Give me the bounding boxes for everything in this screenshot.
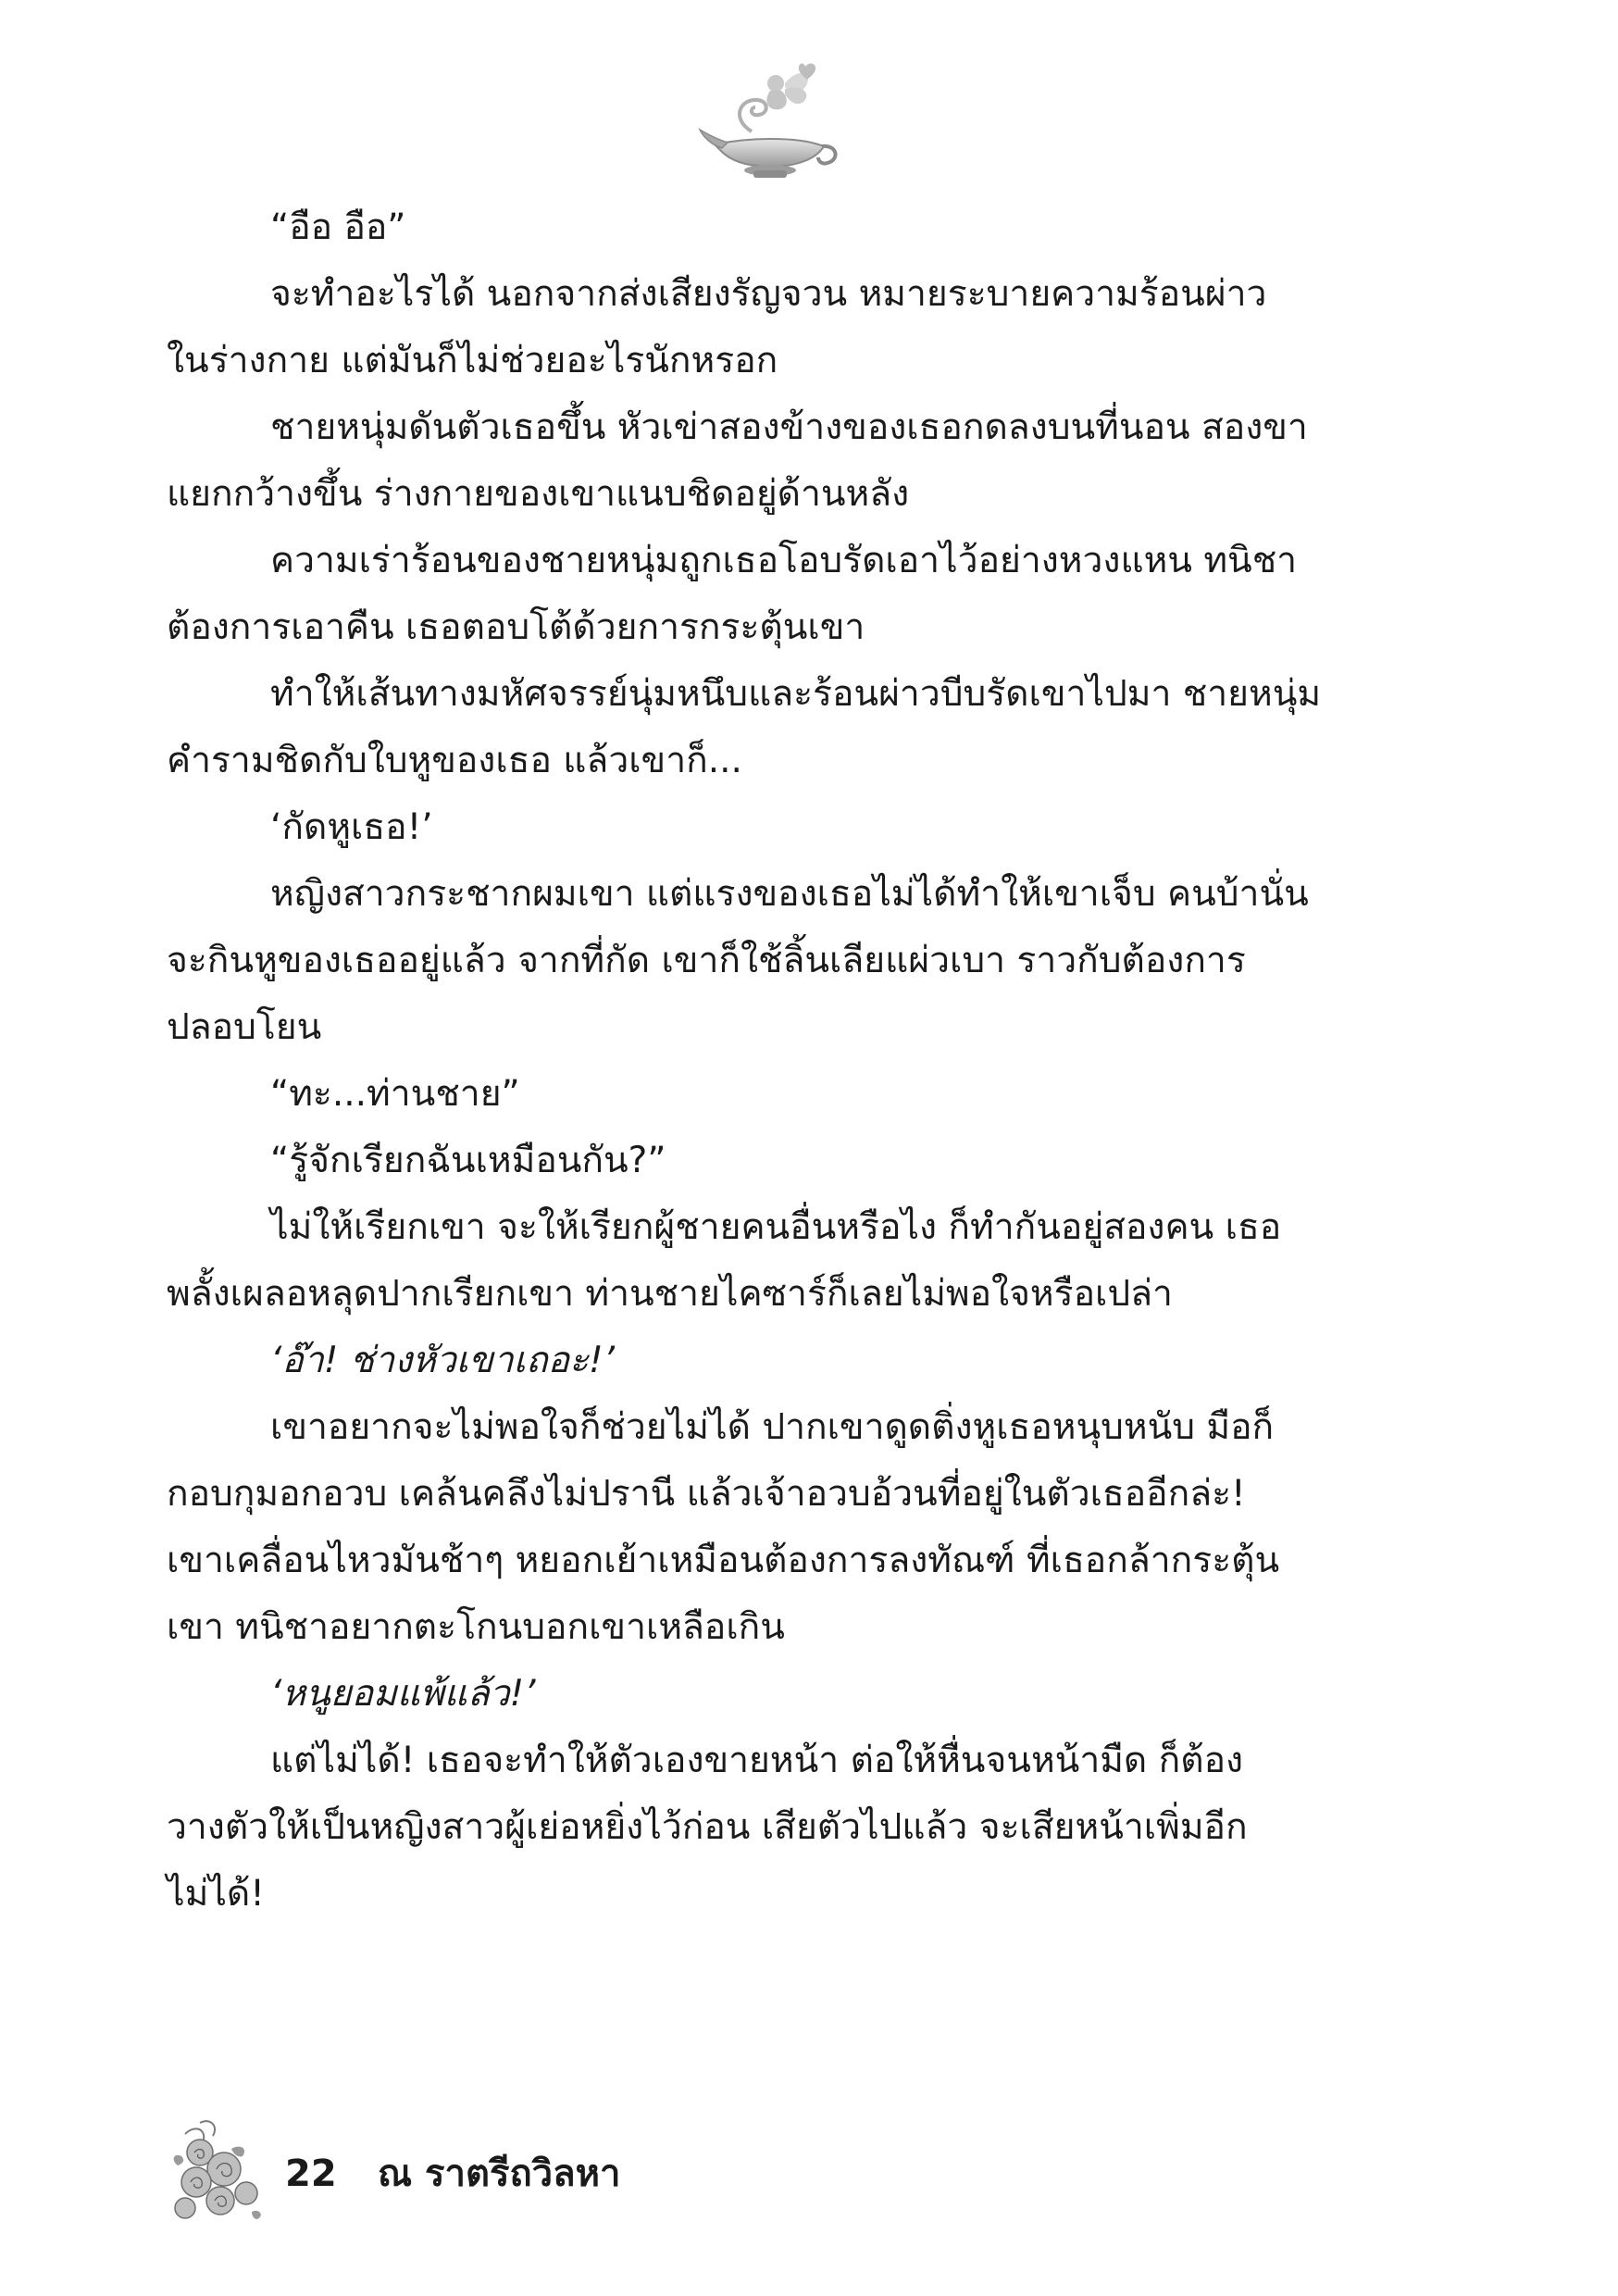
- paragraph: [167, 1194, 1361, 1328]
- text-line: ไม่ให้เรียกเขา จะให้เรียกผู้ชายคนอื่นหรือไง ก็ทำกันอยู่สองคน เธอ: [270, 1206, 1282, 1248]
- paragraph: [167, 1128, 1361, 1194]
- text-line: หญิงสาวกระชากผมเขา แต่แรงของเธอไม่ได้ทำให้เขาเจ็บ คนบ้านั่น: [270, 873, 1309, 915]
- text-line: “รู้จักเรียกฉันเหมือนกัน?”: [270, 1140, 666, 1181]
- text-line: ชายหนุ่มดันตัวเธอขึ้น หัวเข่าสองข้างของเธอกดลงบนที่นอน สองขา: [270, 406, 1308, 448]
- text-line: เขาเคลื่อนไหวมันช้าๆ หยอกเย้าเหมือนต้องการลงทัณฑ์ ที่เธอกล้ากระตุ้น: [167, 1540, 1280, 1581]
- text-line: คำรามชิดกับใบหูของเธอ แล้วเขาก็...: [167, 740, 742, 781]
- flower-ornament-icon: [167, 2115, 268, 2227]
- paragraph: [167, 1661, 1361, 1728]
- paragraph: [167, 528, 1361, 661]
- text-line: ‘อ๊า! ช่างหัวเขาเถอะ!’: [270, 1340, 616, 1381]
- text-line: แต่ไม่ได้! เธอจะทำให้ตัวเองขายหน้า ต่อให้หื่นจนหน้ามืด ก็ต้อง: [270, 1740, 1244, 1781]
- text-line: ความเร่าร้อนของชายหนุ่มถูกเธอโอบรัดเอาไว้อย่างหวงแหน ทนิชา: [270, 540, 1298, 581]
- genie-lamp-icon: [696, 56, 844, 185]
- paragraph: [167, 261, 1361, 394]
- text-line: แยกกว้างขึ้น ร่างกายของเขาแนบชิดอยู่ด้านหลัง: [167, 473, 910, 515]
- text-line: ต้องการเอาคืน เธอตอบโต้ด้วยการกระตุ้นเขา: [167, 606, 865, 648]
- text-line: ในร่างกาย แต่มันก็ไม่ช่วยอะไรนักหรอก: [167, 340, 778, 381]
- paragraph: [167, 1394, 1361, 1661]
- text-line: ‘กัดหูเธอ!’: [270, 806, 433, 848]
- paragraph: [167, 794, 1361, 861]
- page-footer: [167, 2115, 907, 2227]
- text-line: เขา ทนิชาอยากตะโกนบอกเขาเหลือเกิน: [167, 1606, 785, 1648]
- paragraph: [167, 1328, 1361, 1394]
- text-line: ไม่ได้!: [167, 1873, 265, 1915]
- text-line: วางตัวให้เป็นหญิงสาวผู้เย่อหยิ่งไว้ก่อน เสียตัวไปแล้ว จะเสียหน้าเพิ่มอีก: [167, 1806, 1248, 1848]
- text-line: พลั้งเผลอหลุดปากเรียกเขา ท่านชายไคซาร์ก็เลยไม่พอใจหรือเปล่า: [167, 1273, 1173, 1315]
- paragraph: [167, 394, 1361, 528]
- text-line: “อือ อือ”: [270, 206, 406, 248]
- paragraph: [167, 861, 1361, 1061]
- text-line: ปลอบโยน: [167, 1006, 322, 1048]
- text-line: เขาอยากจะไม่พอใจก็ช่วยไม่ได้ ปากเขาดูดติ่งหูเธอหนุบหนับ มือก็: [270, 1406, 1275, 1448]
- text-line: กอบกุมอกอวบ เคล้นคลึงไม่ปรานี แล้วเจ้าอวบอ้วนที่อยู่ในตัวเธออีกล่ะ!: [167, 1473, 1246, 1515]
- paragraph: [167, 661, 1361, 794]
- book-title: ณ ราตรีถวิลหา: [378, 2152, 621, 2195]
- paragraph: [167, 1061, 1361, 1128]
- text-line: จะกินหูของเธออยู่แล้ว จากที่กัด เขาก็ใช้ลิ้นเลียแผ่วเบา ราวกับต้องการ: [167, 940, 1246, 981]
- paragraph: [167, 1728, 1361, 1928]
- text-line: จะทำอะไรได้ นอกจากส่งเสียงรัญจวน หมายระบายความร้อนผ่าว: [270, 273, 1267, 315]
- paragraph: [167, 194, 1361, 261]
- text-line: “ทะ...ท่านชาย”: [270, 1073, 520, 1115]
- text-line: ทำให้เส้นทางมหัศจรรย์นุ่มหนึบและร้อนผ่าวบีบรัดเขาไปมา ชายหนุ่ม: [270, 673, 1322, 715]
- story-text: [167, 194, 1361, 1928]
- text-line: ‘หนูยอมแพ้แล้ว!’: [270, 1673, 536, 1715]
- page-number: 22: [285, 2152, 337, 2195]
